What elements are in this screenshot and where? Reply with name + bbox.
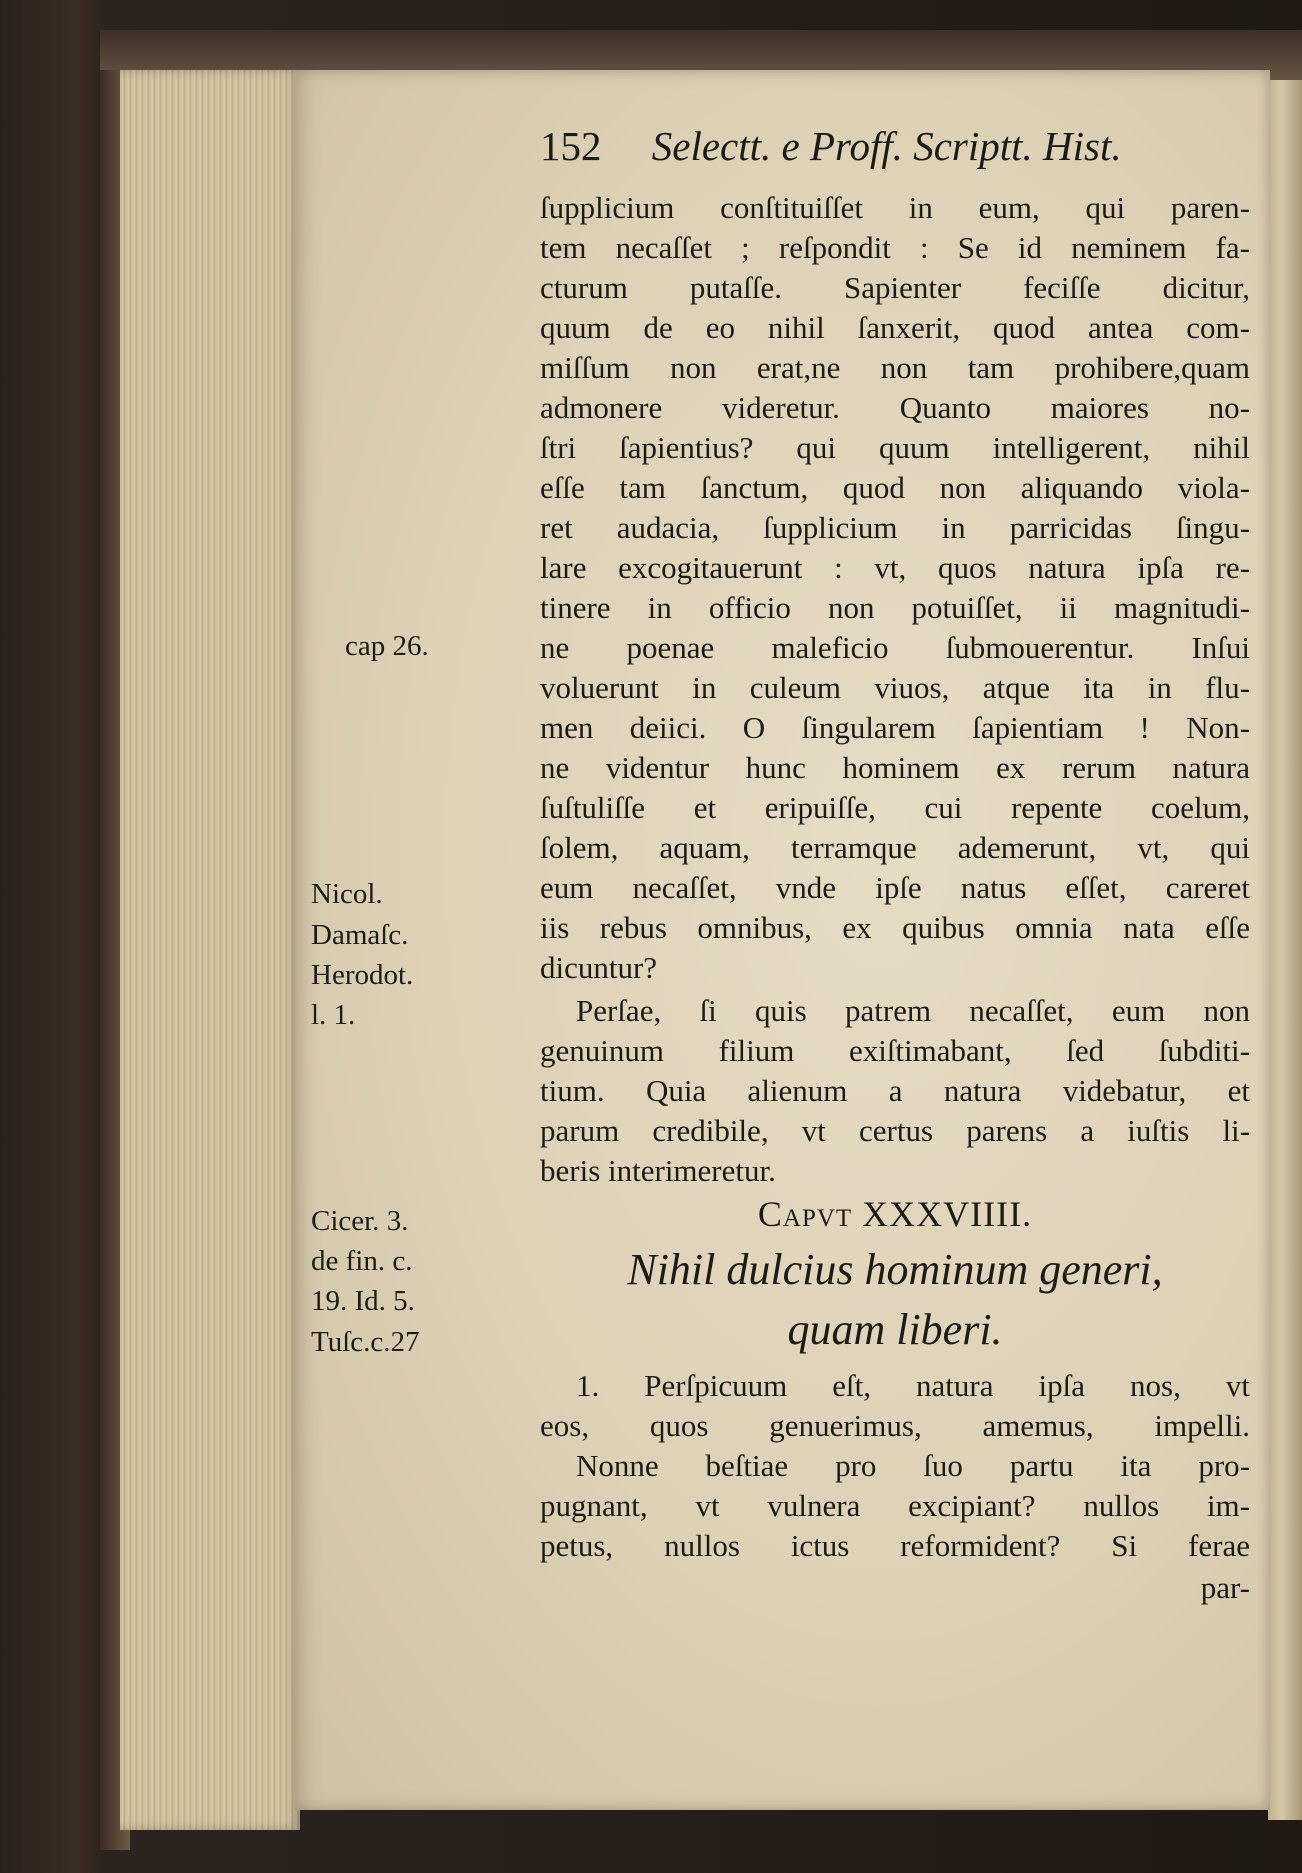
text-line: tinere in officio non potuiſſet, ii magnitudi- — [540, 590, 1250, 625]
page-number: 152 — [540, 123, 602, 169]
text-line: eum necaſſet, vnde ipſe natus eſſet, careret — [540, 870, 1250, 905]
margin-note-nicol: Nicol. — [311, 878, 383, 910]
text-line: admonere videretur. Quanto maiores no- — [540, 390, 1250, 425]
running-header — [540, 122, 1240, 170]
text-line: men deiici. O ſingularem ſapientiam ! Non- — [540, 710, 1250, 745]
chapter-subtitle-line1: Nihil dulcius hominum generi, — [627, 1245, 1163, 1294]
text-line: lare excogitauerunt : vt, quos natura ipſa re- — [540, 550, 1250, 585]
running-title: Selectt. e Proff. Scriptt. Hist. — [651, 123, 1122, 169]
text-line: petus, nullos ictus reformident? Si ferae — [540, 1528, 1250, 1563]
text-line: iis rebus omnibus, ex quibus omnia nata eſſe — [540, 910, 1250, 945]
margin-note-cap: cap 26. — [345, 630, 429, 662]
chapter-subtitle-line2: quam liberi. — [787, 1305, 1003, 1354]
text-line: Perſae, ſi quis patrem necaſſet, eum non — [576, 993, 1250, 1028]
text-line: ſolem, aquam, terramque ademerunt, vt, qui — [540, 830, 1250, 865]
margin-note-herodot: Herodot. — [311, 959, 414, 991]
margin-note-defin: de fin. c. — [311, 1245, 413, 1277]
margin-note-tusc: Tuſc.c.27 — [311, 1326, 420, 1358]
text-line: ſupplicium conſtituiſſet in eum, qui paren- — [540, 190, 1250, 225]
page-stack-edges — [120, 70, 300, 1830]
text-line: miſſum non erat,ne non tam prohibere,quam — [540, 350, 1250, 385]
text-line: ret audacia, ſupplicium in parricidas ſingu- — [540, 510, 1250, 545]
chapter-heading — [540, 1194, 1250, 1234]
chapter-heading-text: Capvt XXXVIIII. — [757, 1194, 1033, 1234]
text-line: dicuntur? — [540, 950, 658, 985]
text-line: ſtri ſapientius? qui quum intelligerent, nihil — [540, 430, 1250, 465]
text-line: genuinum filium exiſtimabant, ſed ſubditi- — [540, 1033, 1250, 1068]
text-line: eos, quos genuerimus, amemus, impelli. — [540, 1408, 1250, 1443]
margin-note-cicer: Cicer. 3. — [311, 1205, 409, 1237]
margin-note-damasc: Damaſc. — [311, 919, 409, 951]
text-line: 1. Perſpicuum eſt, natura ipſa nos, vt — [576, 1368, 1250, 1403]
text-line: Nonne beſtiae pro ſuo partu ita pro- — [576, 1448, 1250, 1483]
margin-note-id: 19. Id. 5. — [311, 1285, 415, 1317]
text-line: parum credibile, vt certus parens a iuſtis li- — [540, 1113, 1250, 1148]
text-line: ne videntur hunc hominem ex rerum natura — [540, 750, 1250, 785]
gutter-strip — [1268, 80, 1302, 1820]
text-line: quum de eo nihil ſanxerit, quod antea com- — [540, 310, 1250, 345]
text-line: pugnant, vt vulnera excipiant? nullos im- — [540, 1488, 1250, 1523]
text-line: tium. Quia alienum a natura videbatur, et — [540, 1073, 1250, 1108]
text-line: beris interimeretur. — [540, 1153, 776, 1188]
catchword: par- — [1200, 1570, 1250, 1605]
margin-note-l1: l. 1. — [311, 999, 356, 1031]
text-line: tem necaſſet ; reſpondit : Se id neminem fa- — [540, 230, 1250, 265]
text-line: cturum putaſſe. Sapienter feciſſe dicitur, — [540, 270, 1250, 305]
book-page — [295, 70, 1270, 1810]
text-line: voluerunt in culeum viuos, atque ita in flu- — [540, 670, 1250, 705]
text-line: eſſe tam ſanctum, quod non aliquando viola- — [540, 470, 1250, 505]
text-line: ne poenae maleficio ſubmouerentur. Inſui — [540, 630, 1250, 665]
text-line: ſuſtuliſſe et eripuiſſe, cui repente coelum, — [540, 790, 1250, 825]
